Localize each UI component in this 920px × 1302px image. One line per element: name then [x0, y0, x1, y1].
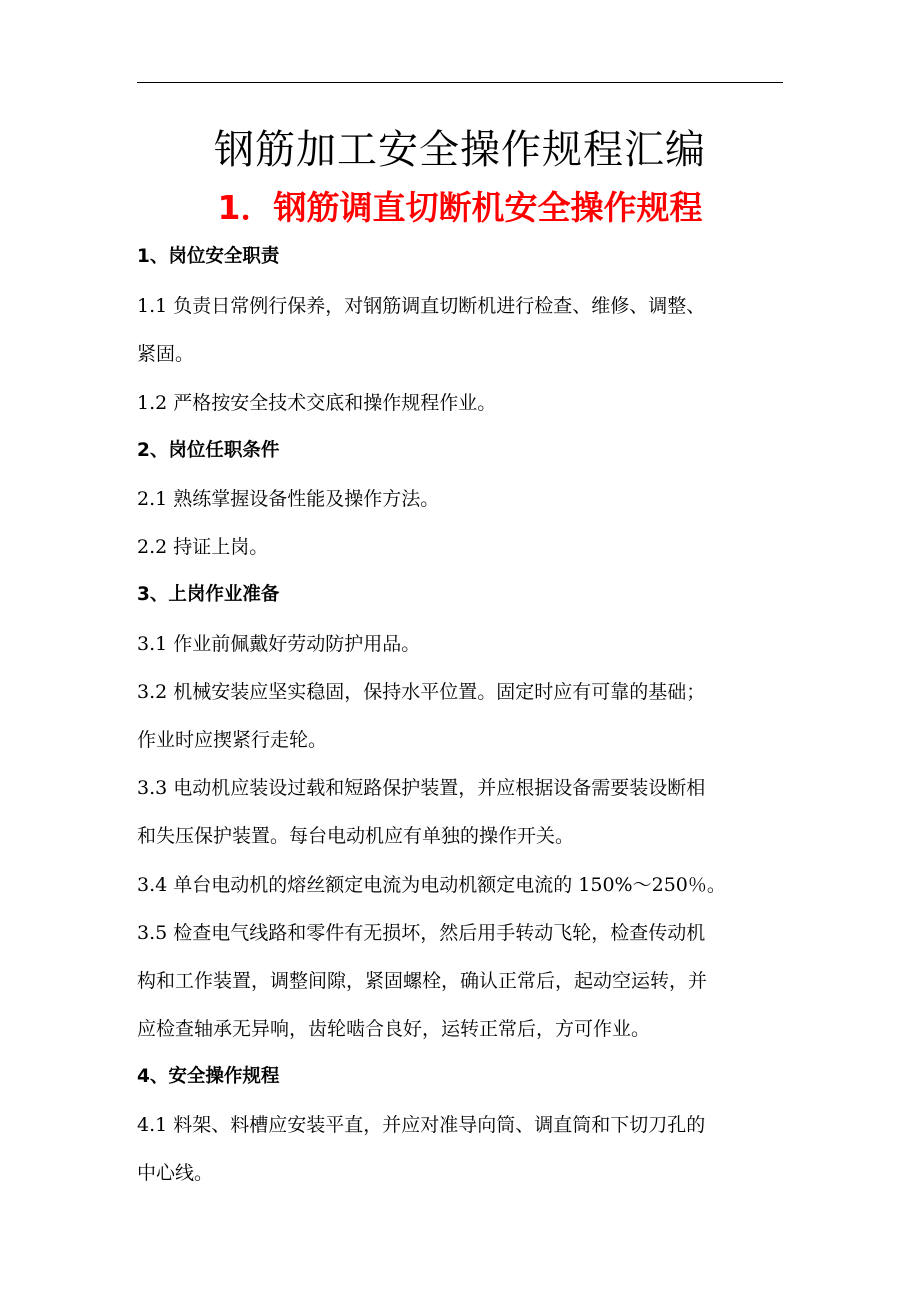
- paragraph-line: 和失压保护装置。每台电动机应有单独的操作开关。: [137, 825, 575, 847]
- paragraph-line: 构和工作装置，调整间隙，紧固螺栓，确认正常后，起动空运转，并: [137, 970, 708, 992]
- paragraph-line: 3.4 单台电动机的熔丝额定电流为电动机额定电流的 150%～250％。: [137, 874, 726, 896]
- paragraph-line: 3.3 电动机应装设过载和短路保护装置，并应根据设备需要装设断相: [137, 777, 706, 799]
- heading-1: 1、岗位安全职责: [137, 246, 280, 267]
- document-title: 钢筋加工安全操作规程汇编: [214, 127, 706, 173]
- heading-2: 2、岗位任职条件: [137, 440, 280, 461]
- paragraph-line: 3.2 机械安装应坚实稳固，保持水平位置。固定时应有可靠的基础；: [137, 681, 706, 703]
- paragraph-line: 3.1 作业前佩戴好劳动防护用品。: [137, 633, 421, 655]
- paragraph-line: 2.1 熟练掌握设备性能及操作方法。: [137, 488, 440, 510]
- heading-4: 4、安全操作规程: [137, 1066, 280, 1087]
- section-title: 1．钢筋调直切断机安全操作规程: [217, 188, 703, 227]
- paragraph-line: 中心线。: [137, 1162, 214, 1184]
- paragraph-line: 2.2 持证上岗。: [137, 536, 269, 558]
- paragraph-line: 4.1 料架、料槽应安装平直，并应对准导向筒、调直筒和下切刀孔的: [137, 1114, 706, 1136]
- paragraph-line: 1.2 严格按安全技术交底和操作规程作业。: [137, 392, 497, 414]
- paragraph-line: 作业时应揳紧行走轮。: [137, 729, 328, 751]
- header-rule: [137, 82, 783, 83]
- heading-3: 3、上岗作业准备: [137, 584, 280, 605]
- paragraph-line: 紧固。: [137, 343, 195, 365]
- paragraph-line: 1.1 负责日常例行保养，对钢筋调直切断机进行检查、维修、调整、: [137, 295, 706, 317]
- paragraph-line: 应检查轴承无异响，齿轮啮合良好，运转正常后，方可作业。: [137, 1018, 651, 1040]
- paragraph-line: 3.5 检查电气线路和零件有无损坏，然后用手转动飞轮，检查传动机: [137, 922, 706, 944]
